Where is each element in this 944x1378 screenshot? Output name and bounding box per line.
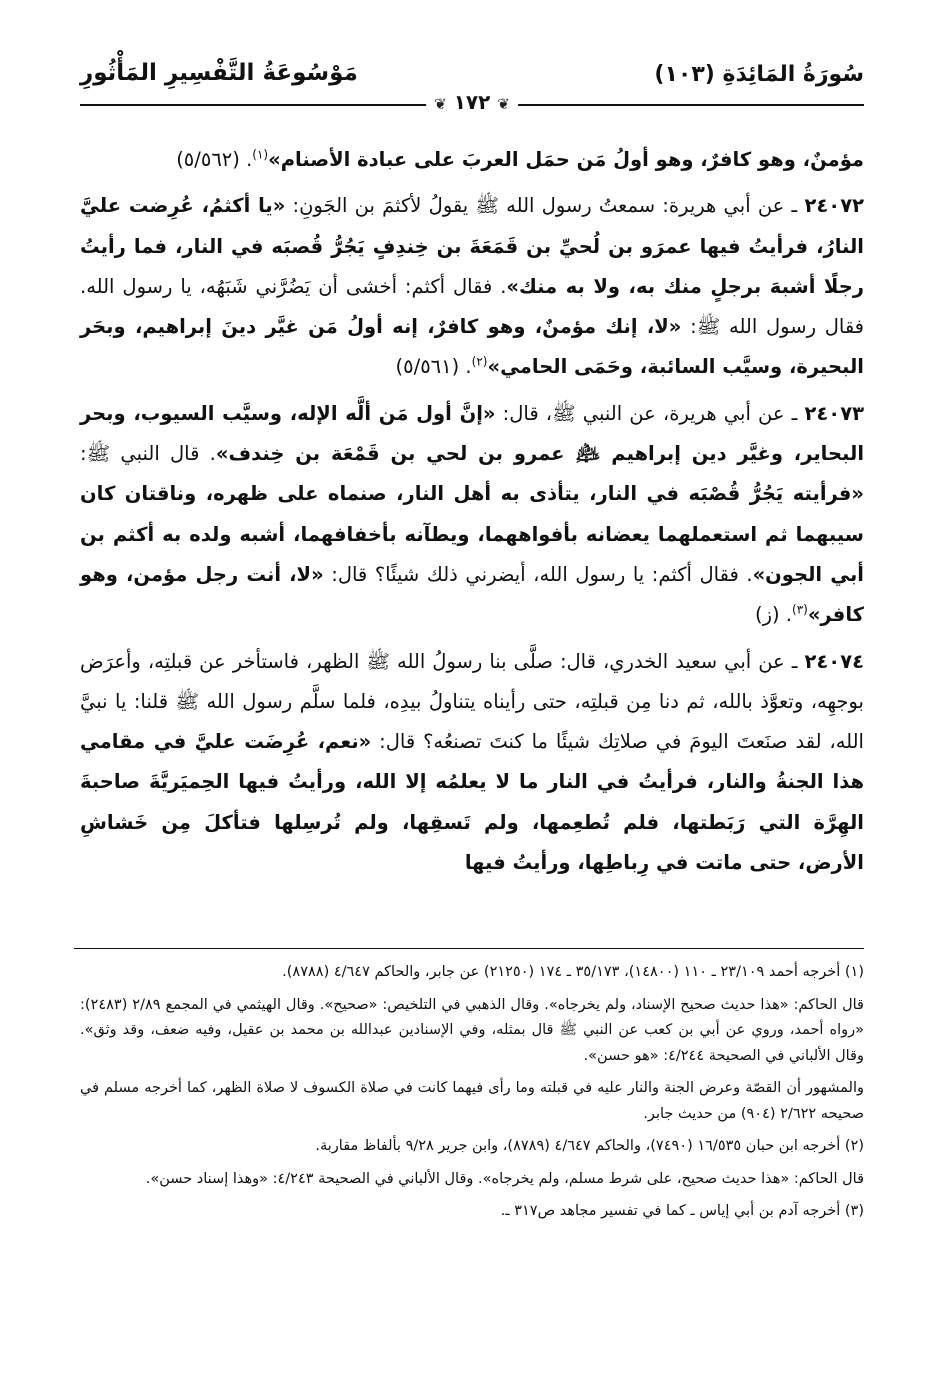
page-number: ١٧٢	[453, 90, 491, 114]
footnote-marker: (١)	[252, 147, 269, 162]
narration-text: ـ عن أبي هريرة، عن النبي ﷺ، قال:	[495, 401, 805, 425]
hadith-number: ٢٤٠٧٢	[804, 194, 864, 218]
quote-text: «لا، أنت رجل مؤمن، وهو كافر»	[80, 562, 864, 627]
ornament-right-icon: ❦	[497, 95, 510, 113]
footnote-divider	[74, 948, 864, 949]
main-text	[80, 140, 864, 889]
hadith-24072	[80, 186, 864, 387]
narration-text: . قال النبي ﷺ:	[80, 442, 216, 466]
paragraph-continued	[80, 140, 864, 180]
footnote-marker: (٣)	[792, 602, 808, 617]
quote-text: «نعم، عُرِضَت عليَّ في مقامي هذا الجنةُ والنار، فرأيتُ في النار ما لا يعلمُه إلا الله، ورأيتُ فيها الحِميَريَّةَ صاحبةَ الهِرَّة التي رَبَطتها، فلم تُطعِمها، ولم تَسقِها، ولم تُرسِلها فتأكلَ مِن خَشاشِ الأرض، حتى ماتت في رِباطِها، ورأيتُ فيها	[80, 730, 864, 875]
page-number-box	[426, 90, 518, 114]
footnote-3: (٣) أخرجه آدم بن أبي إياس ـ كما في تفسير مجاهد ص٣١٧ ـ.	[500, 1203, 864, 1219]
volume-reference: . (٥/٥٦١)	[395, 355, 472, 379]
quote-text: «يا أكثمُ، عُرِضت عليَّ النارُ، فرأيتُ فيها عمرَو بن لُحيِّ بن قَمَعَةَ بن خِندِفٍ يَجُرُّ قُصبَه في النار، فما رأيتُ رجلًا أشبهَ برجلٍ منك به، ولا به منك»	[80, 194, 864, 298]
hadith-24073	[80, 394, 864, 636]
footnote-1-note: والمشهور أن القصّة وعرض الجنة والنار عليه في قبلته وما رأى فيهما كانت في صلاة الكسوف لا صلاة الظهر، كما أخرجه مسلم في صحيحه ٢/٦٢٢ (٩٠٤) من حديث جابر.	[80, 1080, 864, 1122]
footnote-2-commentary: قال الحاكم: «هذا حديث صحيح، على شرط مسلم، ولم يخرجاه». وقال الألباني في الصحيحة ٤/٢٤٣: «وهذا إسناد حسن».	[145, 1170, 864, 1187]
footnote-marker: (٢)	[471, 354, 488, 369]
narration-text: ـ عن أبي هريرة: سمعتُ رسول الله ﷺ يقولُ لأكثمَ بن الجَونِ:	[285, 194, 805, 218]
quote-text: «فرأيته يَجُرُّ قُصْبَه في النار، يتأذى به أهل النار، صنماه على ظهره، وناقتان كان سيبهما ثم استعملهما يعضانه بأفواههما، ويطآنه بأخفافهما، أشبه ولده به أكثم بن أبي الجون»	[80, 482, 864, 586]
footnote-1-commentary: قال الحاكم: «هذا حديث صحيح الإسناد، ولم يخرجاه». وقال الذهبي في التلخيص: «صحيح». وقال الهيثمي في المجمع ٢/٨٩ (٢٤٨٣): «رواه أحمد، وروي عن أبي بن كعب عن النبي ﷺ قال بمثله، وفي الإسنادين عبدالله بن محمد بن عقيل، وفيه ضعف، وقد وثق». وقال الألباني في الصحيحة ٤/٢٤٤: «هو حسن».	[80, 996, 864, 1064]
book-title: مَوْسُوعَةُ التَّفْسِيرِ المَأْثُورِ	[80, 60, 358, 86]
narration-text: . فقال أكثم: أخشى أن يَضُرَّني شَبَهُه، يا رسول الله. فقال رسول الله ﷺ:	[80, 274, 865, 339]
page-header	[80, 58, 864, 114]
footnote-2: (٢) أخرجه ابن حبان ١٦/٥٣٥ (٧٤٩٠)، والحاكم ٤/٦٤٧ (٨٧٨٩)، وابن جرير ٩/٢٨ بألفاظ مقاربة.	[315, 1138, 864, 1154]
ornament-left-icon: ❦	[434, 95, 447, 113]
quote-text: مؤمنٌ، وهو كافرٌ، وهو أولُ مَن حمَل العربَ على عبادة الأصنام»	[268, 148, 864, 171]
hadith-number: ٢٤٠٧٣	[804, 401, 864, 425]
footnote-1: (١) أخرجه أحمد ٢٣/١٠٩ ـ ١١٠ (١٤٨٠٠)، ٣٥/١٧٣ ـ ١٧٤ (٢١٢٥٠) عن جابر، والحاكم ٤/٦٤٧ (٨٧٨٨).	[282, 964, 864, 980]
narration-text: . فقال أكثم: يا رسول الله، أيضرني ذلك شيئًا؟ قال:	[323, 562, 753, 586]
narration-text: ـ عن أبي سعيد الخدري، قال: صلَّى بنا رسولُ الله ﷺ الظهر، فاستأخر عن قبلتِه، وأعرَض بوجهِه، وتعوَّذ بالله، ثم دنا مِن قبلتِه، حتى رأيناه يتناولُ بيدِه، فلما سلَّم رسول الله ﷺ قلنا: يا نبيَّ الله، لقد صنَعتَ اليومَ في صلاتِك شيئًا ما كنتَ تصنعُه؟ قال:	[80, 649, 864, 754]
footnotes	[80, 960, 864, 1232]
hadith-number: ٢٤٠٧٤	[804, 649, 864, 673]
surah-name: سُورَةُ المَائِدَةِ (١٠٣)	[654, 62, 864, 87]
volume-reference: . (ز)	[754, 603, 792, 627]
quote-text: «إنَّ أول مَن ألَّه الإله، وسيَّب السيوب، وبحر البحاير، وغيَّر دين إبراهيم ﵇ عمرو بن لحي بن قَمْعَة بن خِندف»	[80, 401, 865, 466]
quote-text: «لا، إنك مؤمنٌ، وهو كافرٌ، إنه أولُ مَن غيَّر دينَ إبراهيم، وبحَر البحيرة، وسيَّب السائبة، وحَمَى الحامي»	[80, 315, 864, 379]
volume-reference: . (٥/٥٦٢)	[176, 148, 253, 171]
hadith-24074	[80, 642, 864, 884]
